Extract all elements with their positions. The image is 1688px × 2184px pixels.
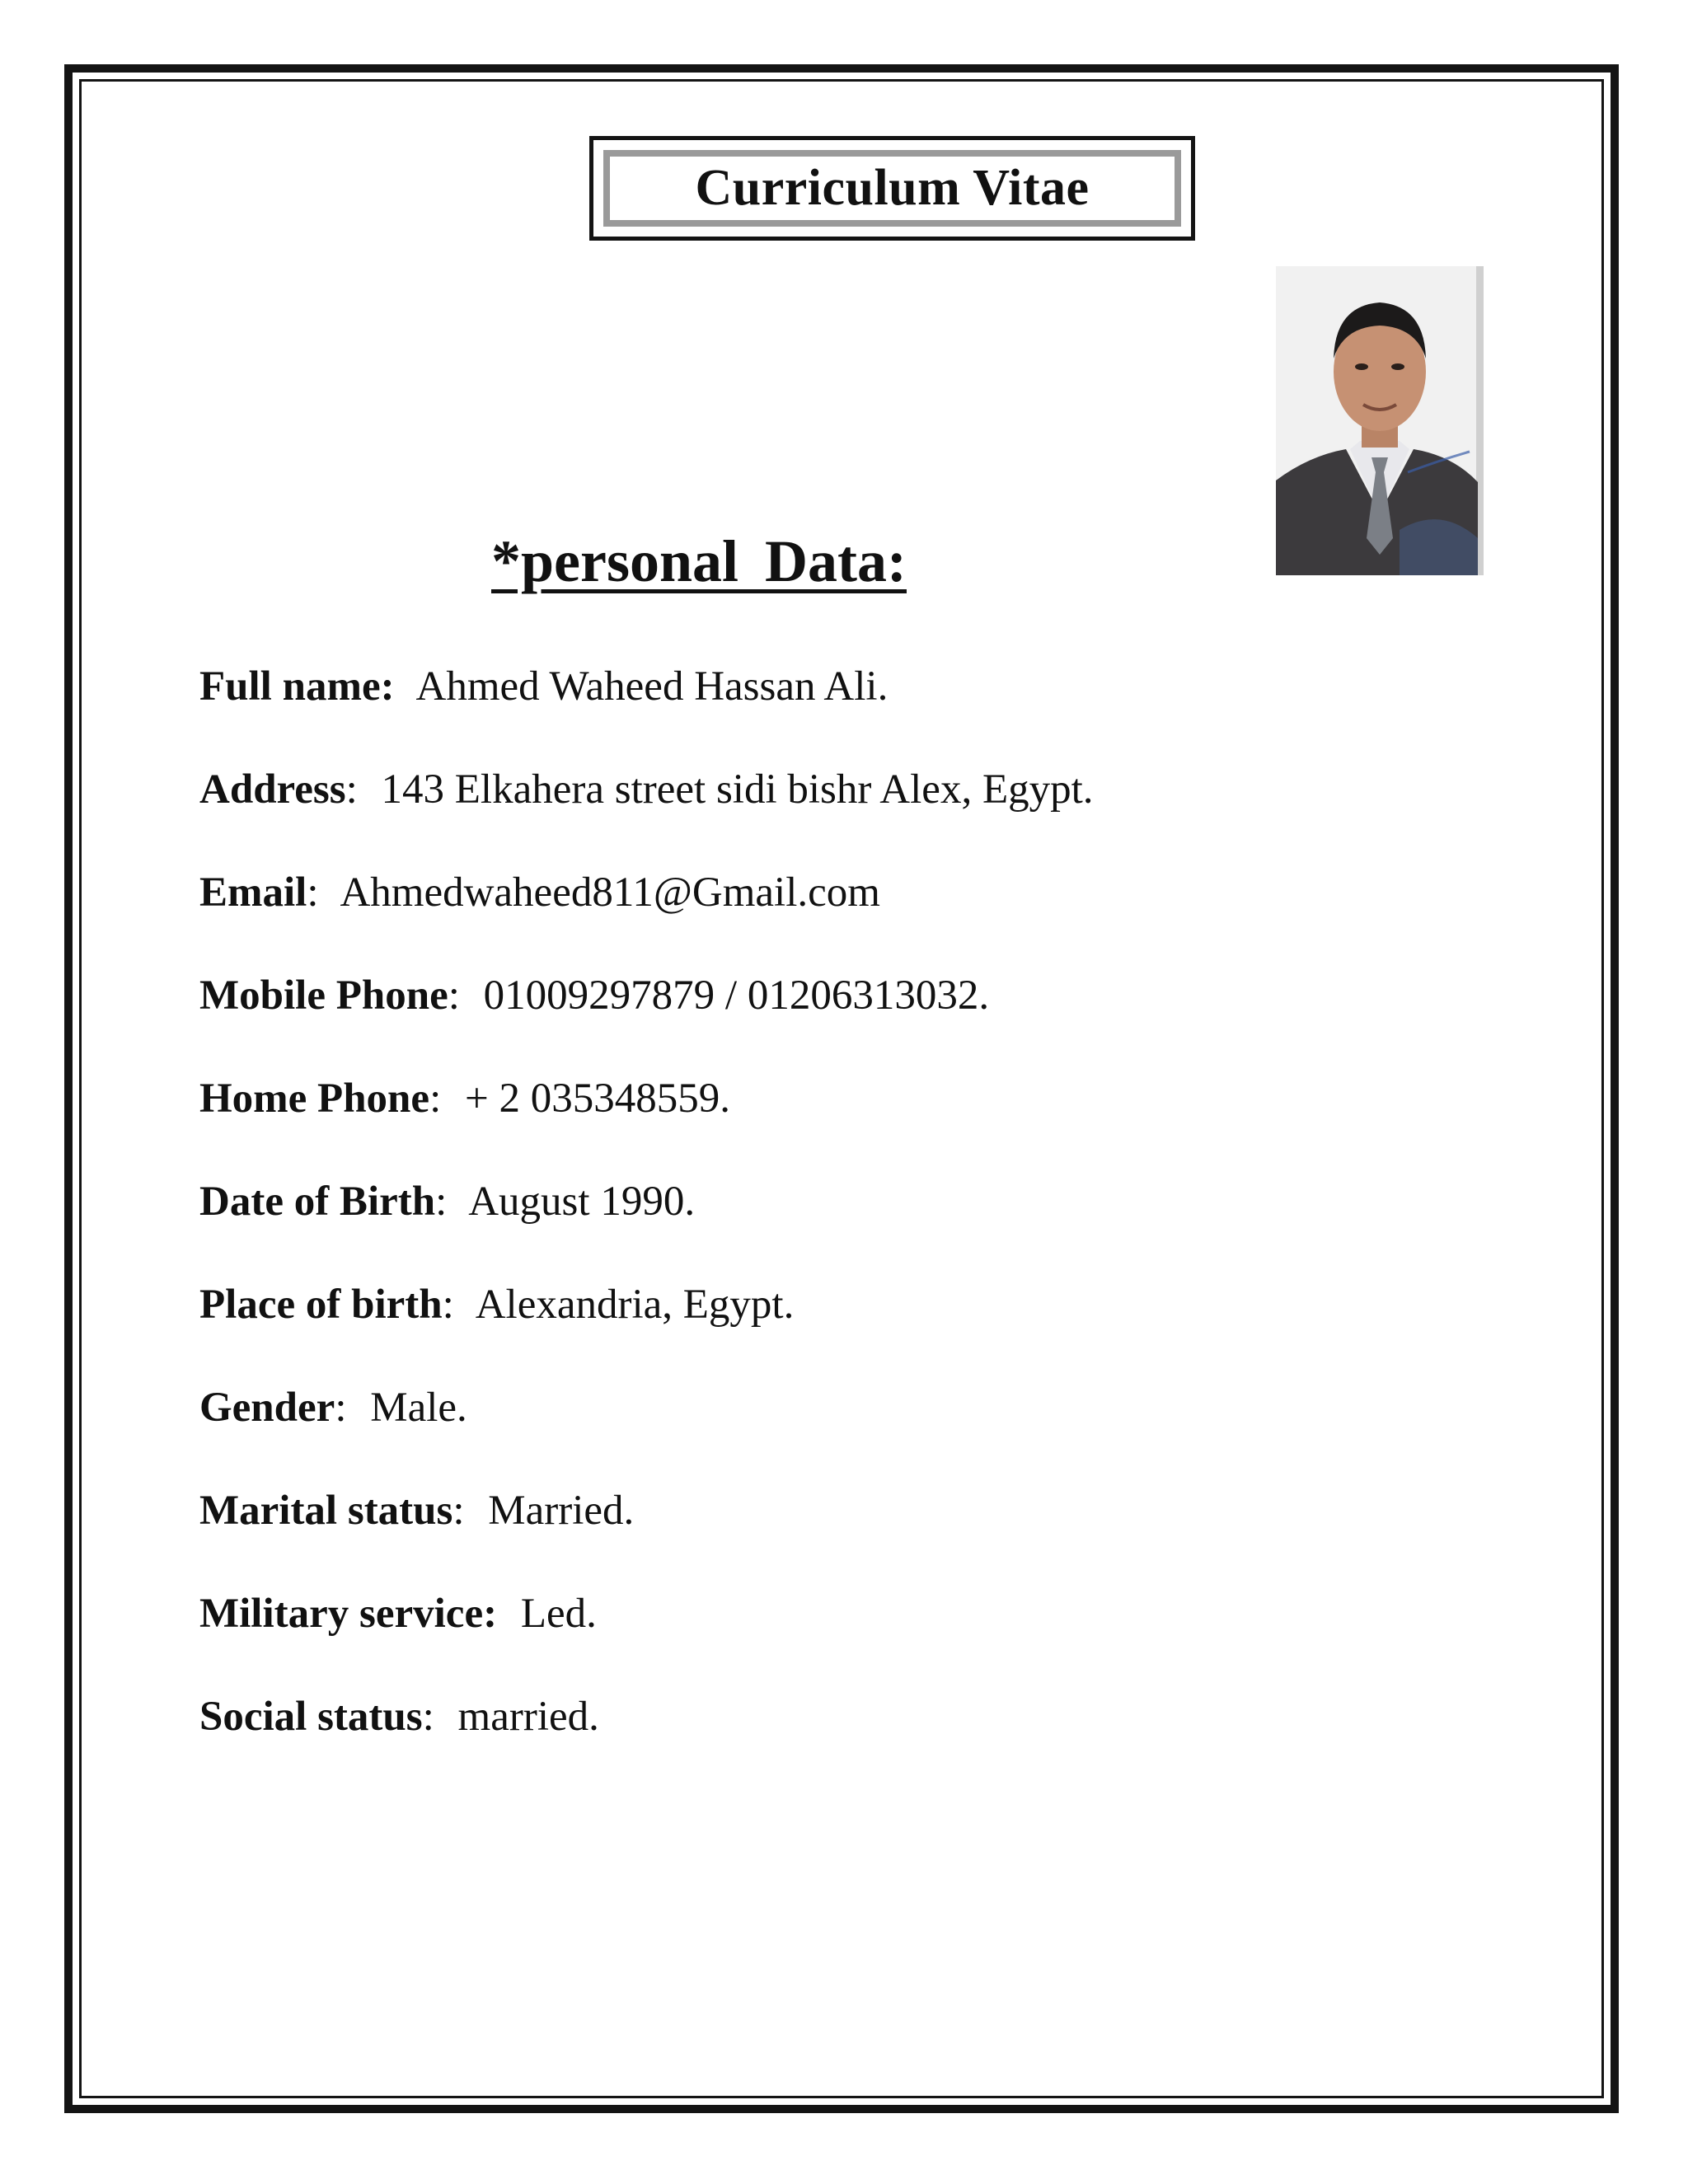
field-military-service — [199, 1593, 597, 1635]
field-mobile-phone — [199, 972, 990, 1019]
field-address — [199, 766, 1094, 813]
field-place-of-birth — [199, 1284, 794, 1326]
field-label: Gender — [199, 1385, 335, 1431]
field-separator: : — [452, 1488, 465, 1534]
field-label: Marital status — [199, 1488, 453, 1534]
field-home-phone — [199, 1078, 730, 1120]
field-value: Led. — [520, 1591, 597, 1637]
title-box — [589, 136, 1195, 241]
document-title: Curriculum Vitae — [695, 160, 1090, 216]
field-label: Military service: — [199, 1591, 498, 1637]
field-value: August 1990. — [468, 1179, 696, 1225]
field-separator: : — [448, 972, 460, 1019]
field-social-status — [199, 1696, 599, 1738]
field-separator: : — [442, 1282, 454, 1328]
field-label: Mobile Phone — [199, 972, 448, 1019]
field-separator: : — [345, 766, 358, 813]
field-value: 143 Elkahera street sidi bishr Alex, Egypt. — [381, 766, 1094, 813]
field-separator: : — [435, 1179, 448, 1225]
field-email — [199, 869, 880, 916]
field-label: Email — [199, 869, 307, 916]
field-value: Ahmed Waheed Hassan Ali. — [415, 663, 889, 710]
field-gender — [199, 1387, 467, 1429]
portrait-photo — [1276, 266, 1484, 575]
field-marital-status — [199, 1490, 634, 1532]
field-label: Place of birth — [199, 1282, 443, 1328]
field-label: Date of Birth — [199, 1179, 436, 1225]
field-separator: : — [429, 1076, 442, 1122]
field-value: Male. — [370, 1385, 467, 1431]
field-value: 01009297879 / 01206313032. — [483, 972, 990, 1019]
field-separator: : — [422, 1694, 434, 1740]
section-heading: *personal Data: — [491, 528, 907, 594]
field-date-of-birth — [199, 1181, 695, 1223]
field-value: Alexandria, Egypt. — [475, 1282, 795, 1328]
field-value: Married. — [488, 1488, 635, 1534]
field-label: Address — [199, 766, 346, 813]
portrait-photo-icon — [1276, 266, 1484, 575]
field-value: Ahmedwaheed811@Gmail.com — [340, 869, 880, 916]
title-box-frame — [603, 150, 1181, 227]
field-value: + 2 035348559. — [464, 1076, 730, 1122]
field-value: married. — [457, 1694, 599, 1740]
field-label: Social status — [199, 1694, 423, 1740]
field-separator: : — [335, 1385, 347, 1431]
field-label: Home Phone — [199, 1076, 430, 1122]
field-separator: : — [307, 869, 319, 916]
field-label: Full name: — [199, 663, 395, 710]
field-full-name — [199, 663, 889, 710]
